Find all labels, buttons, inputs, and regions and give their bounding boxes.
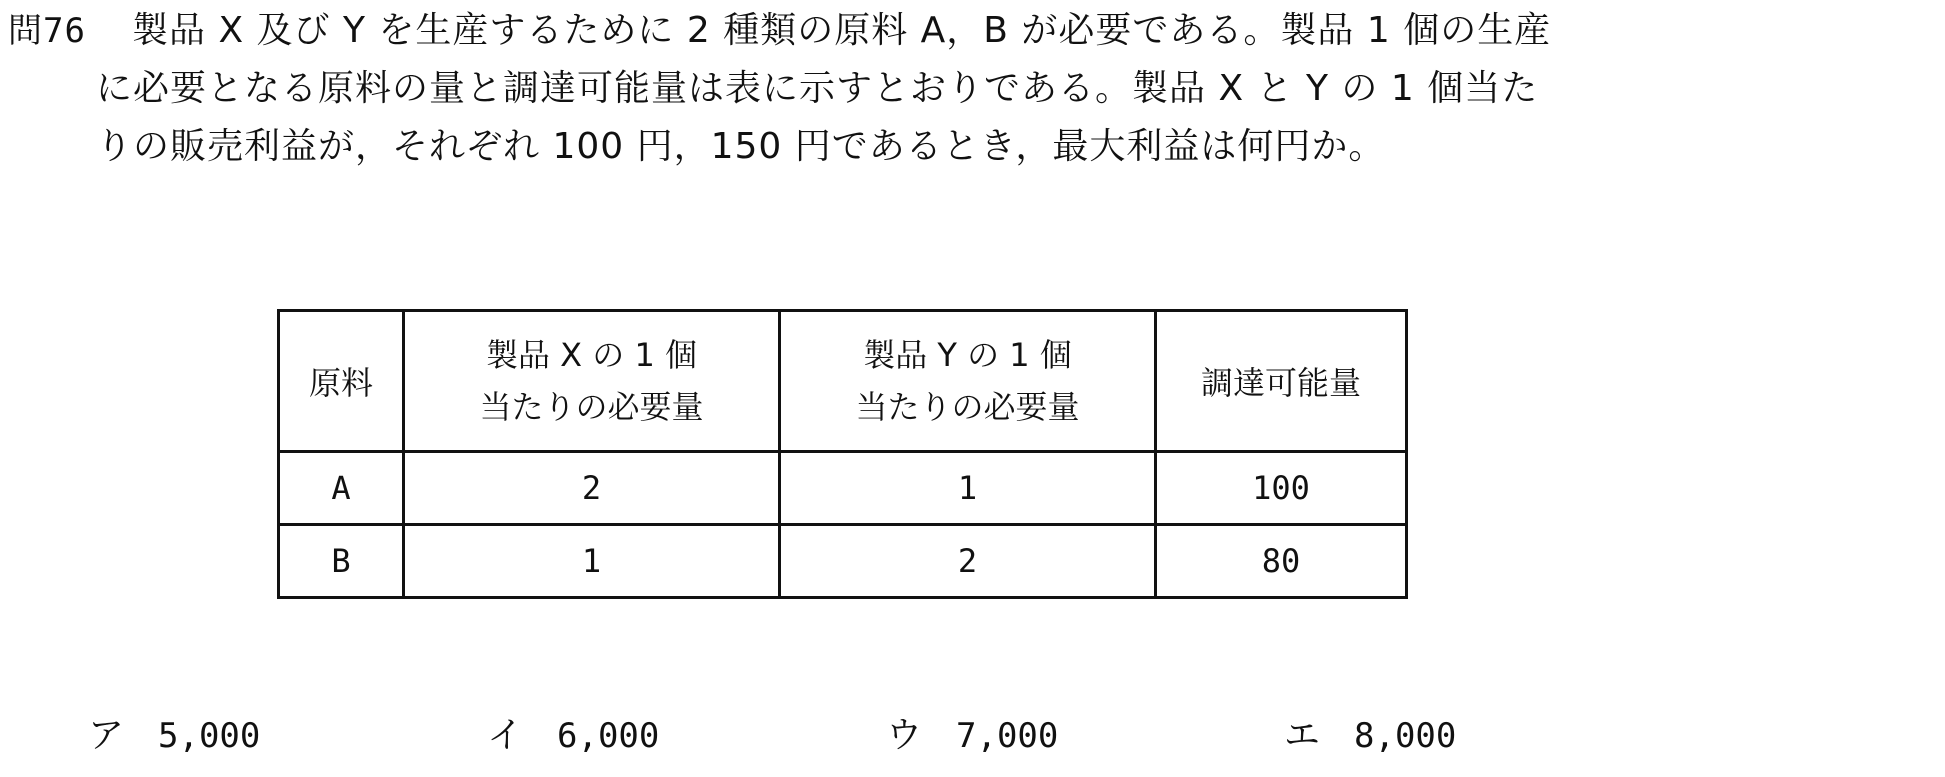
header-product-x-line1: 製品 X の 1 個 <box>486 336 697 374</box>
choice-mark: イ <box>487 715 524 756</box>
answer-choices <box>0 706 1945 766</box>
requirements-table <box>277 309 1408 599</box>
question-text-line-1: 製品 X 及び Y を生産するために 2 種類の原料 A，B が必要である。製品 1 個の生産 <box>132 10 1552 51</box>
cell-x-requirement: 2 <box>404 452 780 525</box>
header-capacity: 調達可能量 <box>1156 311 1407 452</box>
choice-i[interactable] <box>487 706 659 766</box>
choice-u[interactable] <box>886 706 1058 766</box>
question-number: 問76 <box>8 11 86 51</box>
question-text <box>8 2 1788 176</box>
header-product-y <box>780 311 1156 452</box>
choice-value: 7,000 <box>956 716 1059 756</box>
question-line-2 <box>8 60 1788 118</box>
header-product-y-line2: 当たりの必要量 <box>855 388 1080 426</box>
choice-value: 8,000 <box>1354 716 1457 756</box>
choice-e[interactable] <box>1284 706 1456 766</box>
cell-y-requirement: 1 <box>780 452 1156 525</box>
choice-a[interactable] <box>88 706 260 766</box>
header-product-x <box>404 311 780 452</box>
choice-value: 5,000 <box>158 716 261 756</box>
question-line-1 <box>8 2 1788 60</box>
table-header-row <box>279 311 1407 452</box>
choice-mark: ア <box>88 715 125 756</box>
question-text-line-2: に必要となる原料の量と調達可能量は表に示すとおりである。製品 X と Y の 1 個当た <box>96 68 1539 109</box>
cell-x-requirement: 1 <box>404 525 780 598</box>
table-row <box>279 525 1407 598</box>
question-line-3 <box>8 118 1788 176</box>
table-row <box>279 452 1407 525</box>
choice-mark: ウ <box>886 715 923 756</box>
header-material: 原料 <box>279 311 404 452</box>
header-product-x-line2: 当たりの必要量 <box>479 388 704 426</box>
choice-mark: エ <box>1284 715 1321 756</box>
question-text-line-3: りの販売利益が，それぞれ 100 円，150 円であるとき，最大利益は何円か。 <box>96 126 1386 167</box>
choice-value: 6,000 <box>557 716 660 756</box>
cell-material: A <box>279 452 404 525</box>
cell-capacity: 100 <box>1156 452 1407 525</box>
cell-capacity: 80 <box>1156 525 1407 598</box>
header-product-y-line1: 製品 Y の 1 個 <box>863 336 1072 374</box>
cell-y-requirement: 2 <box>780 525 1156 598</box>
cell-material: B <box>279 525 404 598</box>
